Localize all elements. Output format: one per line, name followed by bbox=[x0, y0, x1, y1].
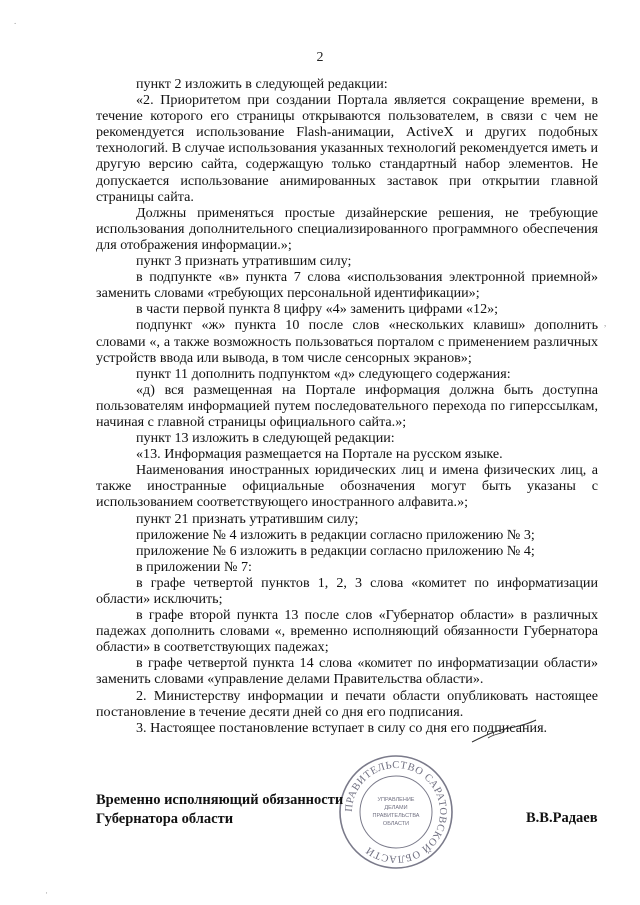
paragraph: Должны применяться простые дизайнерские решения, не требующие использования дополнительного специализированного программного обеспечения для отображения информации.»; bbox=[96, 204, 598, 253]
paragraph: в части первой пункта 8 цифру «4» заменить цифрами «12»; bbox=[136, 301, 499, 318]
paragraph: пункт 2 изложить в следующей редакции: bbox=[136, 76, 388, 92]
paragraph: 3. Настоящее постановление вступает в силу со дня его подписания. bbox=[136, 719, 548, 736]
scan-speck: . bbox=[14, 16, 17, 26]
paragraph: в приложении № 7: bbox=[136, 558, 252, 575]
document-body bbox=[96, 76, 598, 736]
seal-ring-text: ПРАВИТЕЛЬСТВО САРАТОВСКОЙ ОБЛАСТИ bbox=[343, 759, 449, 865]
signatory-position-line: Губернатора области bbox=[96, 811, 234, 827]
paragraph: пункт 3 признать утратившим силу; bbox=[136, 253, 352, 270]
paragraph: в графе второй пункта 13 после слов «Губернатор области» в различных падежах дополнить словами «, временно исполняющий обязанности Губернатора области» в соответствующих падежах; bbox=[96, 607, 598, 656]
paragraph: пункт 21 признать утратившим силу; bbox=[136, 510, 359, 527]
seal-center-text: ПРАВИТЕЛЬСТВА bbox=[372, 813, 420, 819]
signatory-position-line: Временно исполняющий обязанности bbox=[96, 792, 344, 808]
paragraph: в графе четвертой пункта 14 слова «комитет по информатизации области» заменить словами «управление делами Правительства области». bbox=[96, 655, 598, 688]
seal-center-text: ОБЛАСТИ bbox=[382, 821, 410, 827]
official-seal bbox=[336, 752, 456, 872]
seal-center-text: ДЕЛАМИ bbox=[384, 805, 408, 811]
paragraph: приложение № 6 изложить в редакции согласно приложению № 4; bbox=[136, 542, 535, 559]
paragraph: подпункт «ж» пункта 10 после слов «нескольких клавиш» дополнить словами «, а также возможность пользоваться порталом с применением различных устройств ввода или вывода, в том числе сенсорных экранов»; bbox=[96, 317, 598, 366]
paragraph: приложение № 4 изложить в редакции согласно приложению № 3; bbox=[136, 526, 535, 543]
paragraph: пункт 11 дополнить подпунктом «д» следующего содержания: bbox=[136, 365, 511, 382]
handwritten-signature bbox=[470, 716, 540, 746]
scan-speck: · bbox=[45, 888, 48, 898]
signatory-name: В.В.Радаев bbox=[526, 810, 598, 826]
paragraph: в графе четвертой пунктов 1, 2, 3 слова «комитет по информатизации области» исключить; bbox=[96, 574, 598, 607]
paragraph: пункт 13 изложить в следующей редакции: bbox=[136, 430, 395, 447]
seal-center-text: УПРАВЛЕНИЕ bbox=[377, 797, 415, 803]
paragraph: Наименования иностранных юридических лиц и имена физических лиц, а также иностранные официальные обозначения могут быть указаны с использованием соответствующего иностранного алфавита.»; bbox=[96, 462, 598, 511]
paragraph: «2. Приоритетом при создании Портала является сокращение времени, в течение которого его страницы открываются пользователем, в связи с чем не рекомендуется использование Flash-анимации, ActiveX и других подобных технологий. В случае использования указанных технологий рекомендуется иметь и другую версию сайта, содержащую только стандартный набор элементов. Не допускается использование анимированных заставок при открытии главной страницы сайта. bbox=[96, 92, 598, 205]
scan-speck: , bbox=[604, 318, 607, 328]
paragraph: «13. Информация размещается на Портале на русском языке. bbox=[136, 446, 503, 463]
paragraph: 2. Министерству информации и печати области опубликовать настоящее постановление в течение десяти дней со дня его подписания. bbox=[96, 687, 598, 720]
paragraph: «д) вся размещенная на Портале информация должна быть доступна пользователям информацией путем последовательного перехода по гиперссылкам, начиная с главной страницы официального сайта.»; bbox=[96, 381, 598, 430]
paragraph: в подпункте «в» пункта 7 слова «использования электронной приемной» заменить словами «требующих персональной идентификации»; bbox=[96, 269, 598, 302]
page-number: 2 bbox=[316, 50, 324, 65]
signatory-position bbox=[96, 791, 343, 829]
